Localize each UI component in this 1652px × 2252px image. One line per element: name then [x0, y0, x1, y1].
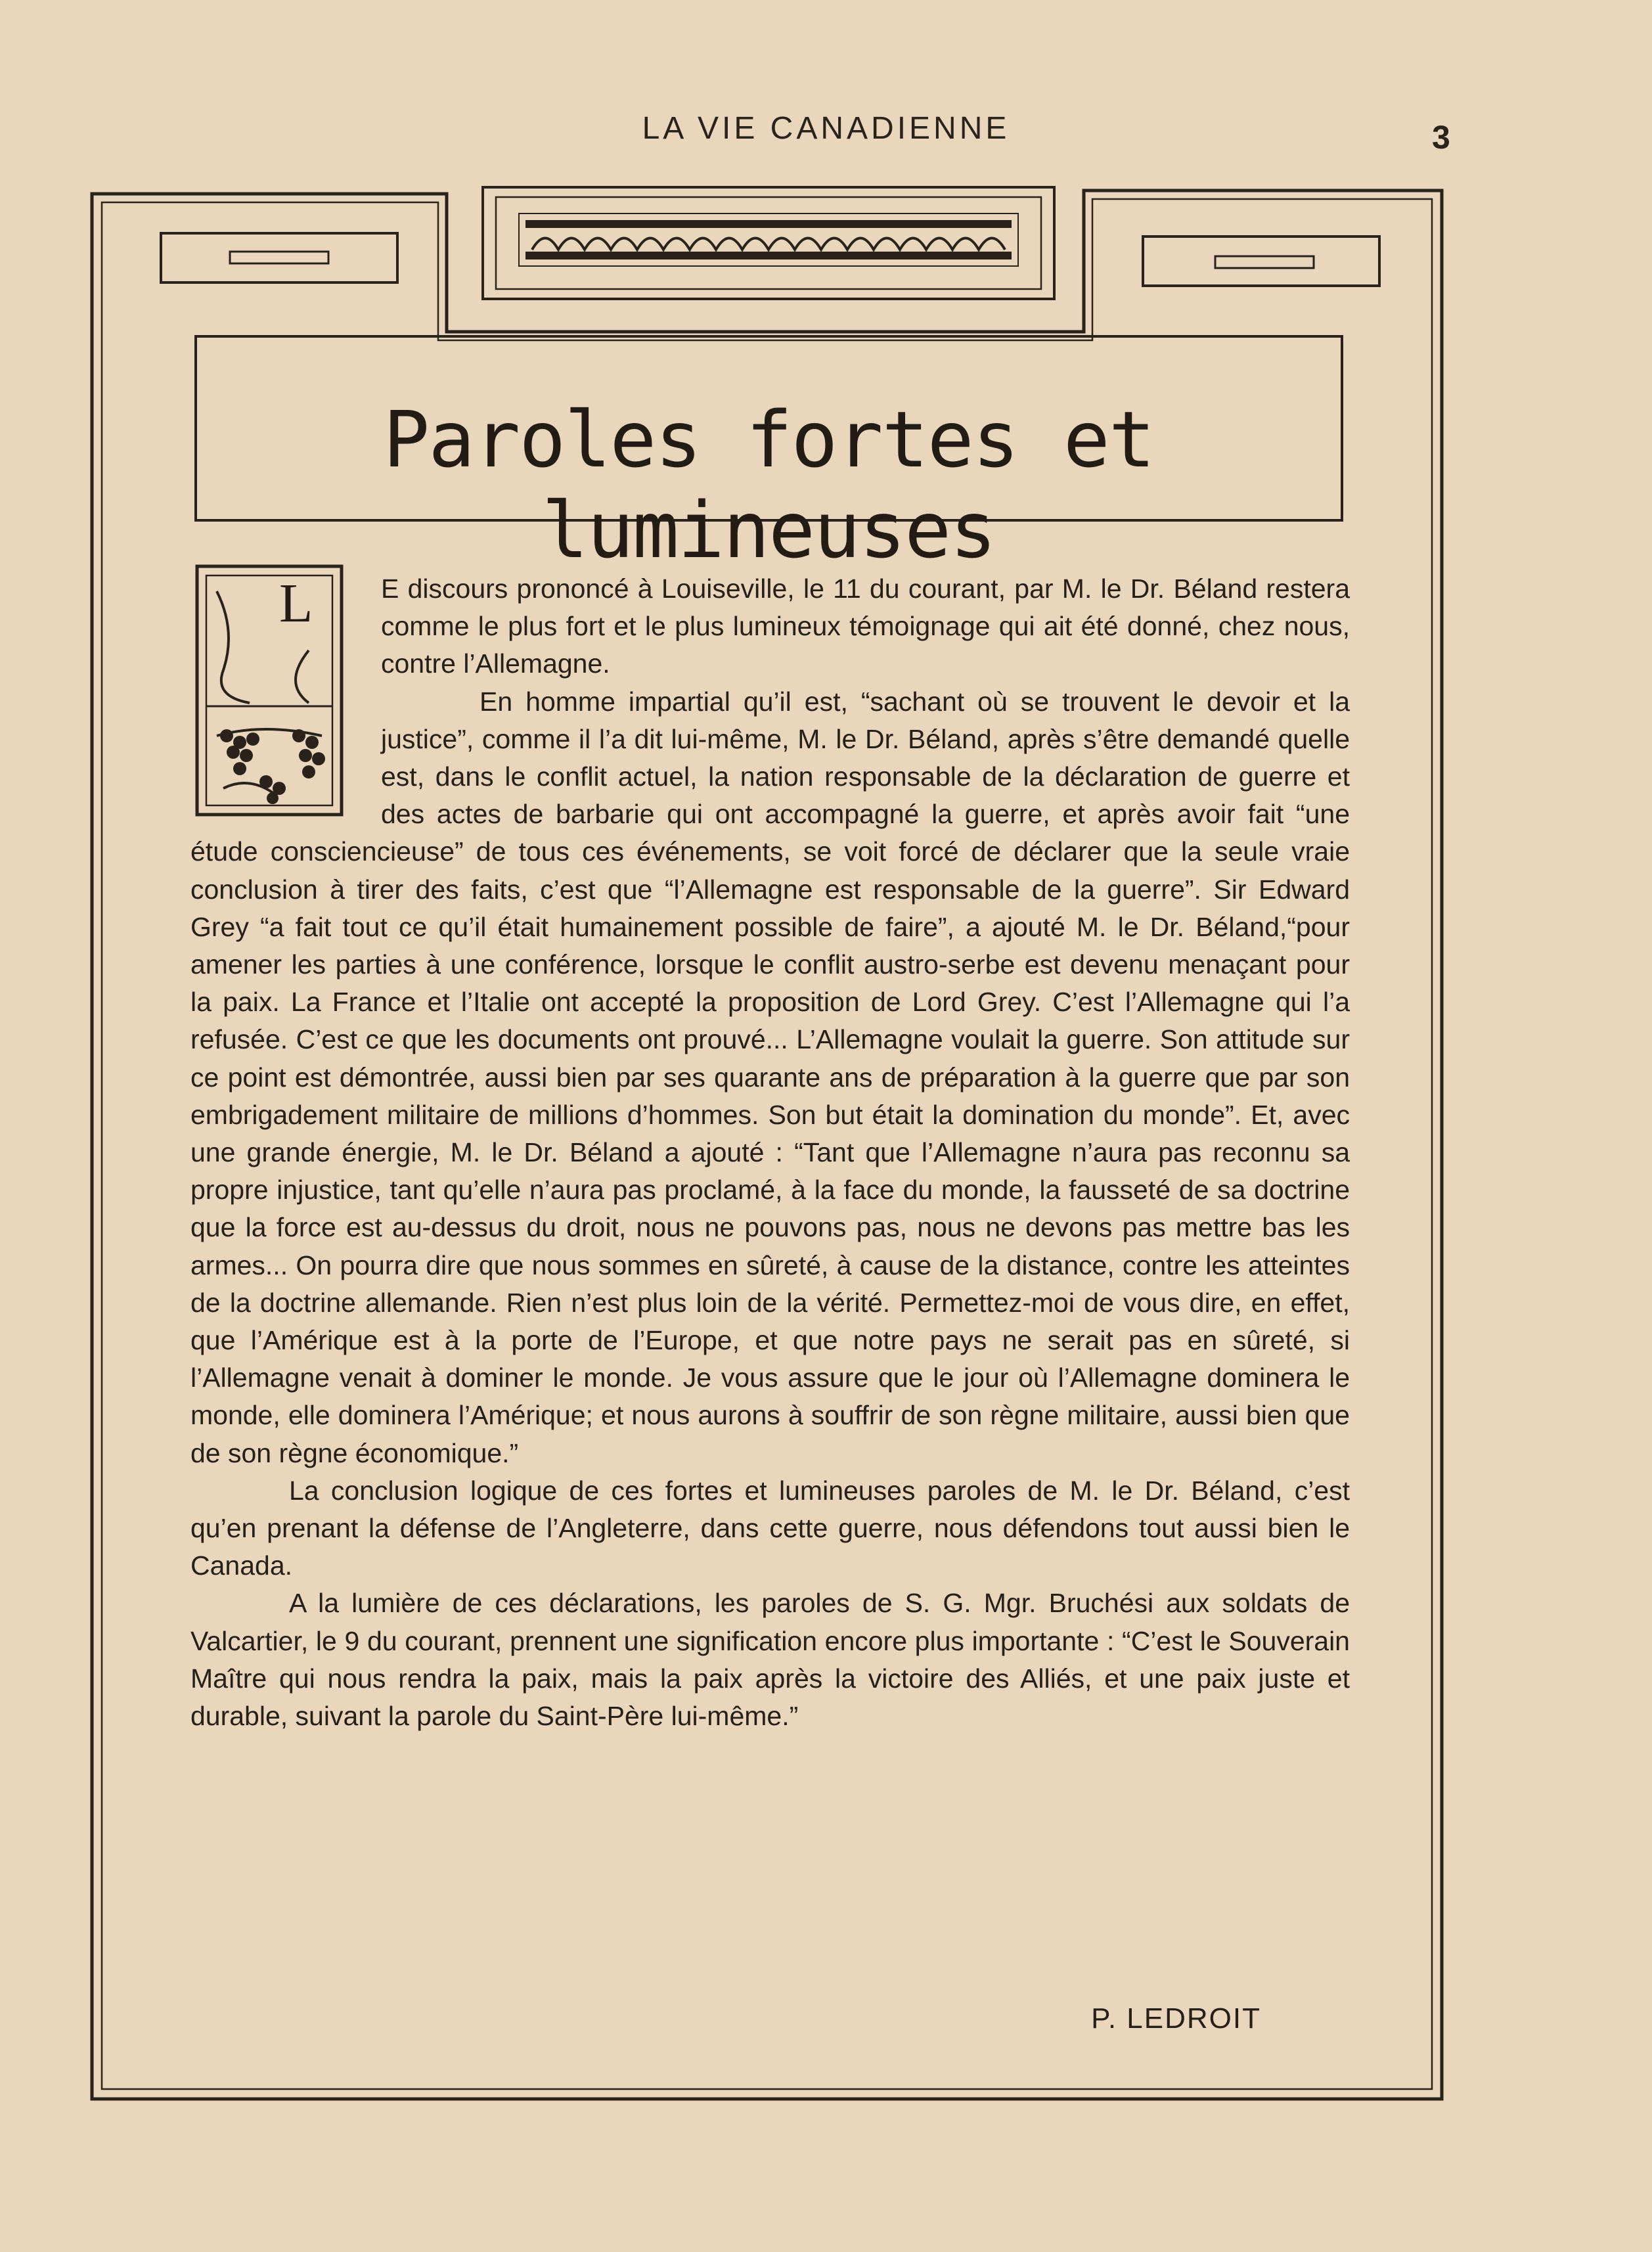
page-number: 3	[1432, 119, 1450, 156]
drop-cap-letter: L	[279, 573, 313, 634]
article-title: Paroles fortes et lumineuses	[383, 394, 1154, 575]
paragraph: E discours prononcé à Louiseville, le 11 du courant, par M. le Dr. Béland restera comme le plus fort et le plus lumineux témoignage qui ait été donné, chez nous, contre l’Allemagne.	[381, 574, 1350, 679]
article-body	[190, 570, 1350, 1735]
drop-cap-ornament	[190, 570, 381, 826]
paragraph: La conclusion logique de ces fortes et lumineuses paroles de M. le Dr. Béland, c’est qu’en prenant la défense de l’Angleterre, dans cette guerre, nous défendons tout aussi bien le Canada.	[190, 1475, 1350, 1581]
paragraph: A la lumière de ces déclarations, les paroles de S. G. Mgr. Bruchési aux soldats de Valcartier, le 9 du courant, prennent une signification encore plus importante : “C’est le Souverain Maître qui nous rendra la paix, mais la paix après la victoire des Alliés, et une paix juste et durable, suivant la parole du Saint-Père lui-même.”	[190, 1588, 1350, 1732]
paragraph: En homme impartial qu’il est, “sachant où se trouvent le devoir et la justice”, comme il l’a dit lui-même, M. le Dr. Béland, après s’être demandé quelle est, dans le conflit actuel, la nation responsable de la déclaration de guerre et des actes de barbarie qui ont accompagné la guerre, et après avoir fait “une étude consciencieuse” de tous ces événements, se voit forcé de déclarer que la seule vraie conclusion à tirer des faits, c’est que “l’Allemagne est responsable de la guerre”. Sir Edward Grey “a fait tout ce qu’il était humainement possible de faire”, a ajouté M. le Dr. Béland,“pour amener les parties à une conférence, lorsque le conflit austro-serbe est devenu menaçant pour la paix. La France et l’Italie ont accepté la proposition de Lord Grey. C’est l’Allemagne qui l’a refusée. C’est ce que les documents ont prouvé... L’Allemagne voulait la guerre. Son attitude sur ce point est démontrée, aussi bien par ses quarante ans de préparation à la guerre que par son embrigadement militaire de millions d’hommes. Son but était la domination du monde”. Et, avec une grande énergie, M. le Dr. Béland a ajouté : “Tant que l’Allemagne n’aura pas reconnu sa propre injustice, tant qu’elle n’aura pas proclamé, à la face du monde, la fausseté de sa doctrine que la force est au-dessus du droit, nous ne pouvons pas, nous ne devons pas mettre bas les armes... On pourra dire que nous sommes en sûreté, à cause de la distance, contre les atteintes de la doctrine allemande. Rien n’est plus loin de la vérité. Permettez-moi de vous dire, en effet, que l’Amérique est à la porte de l’Europe, et que notre pays ne serait pas en sûreté, si l’Allemagne venait à dominer le monde. Je vous assure que le jour où l’Allemagne dominera le monde, elle dominera l’Amérique; et nous aurons à souffrir de son règne militaire, aussi bien que de son règne économique.”	[190, 686, 1350, 1468]
author-signature: P. LEDROIT	[1091, 2002, 1261, 2035]
running-title: LA VIE CANADIENNE	[642, 111, 1010, 146]
